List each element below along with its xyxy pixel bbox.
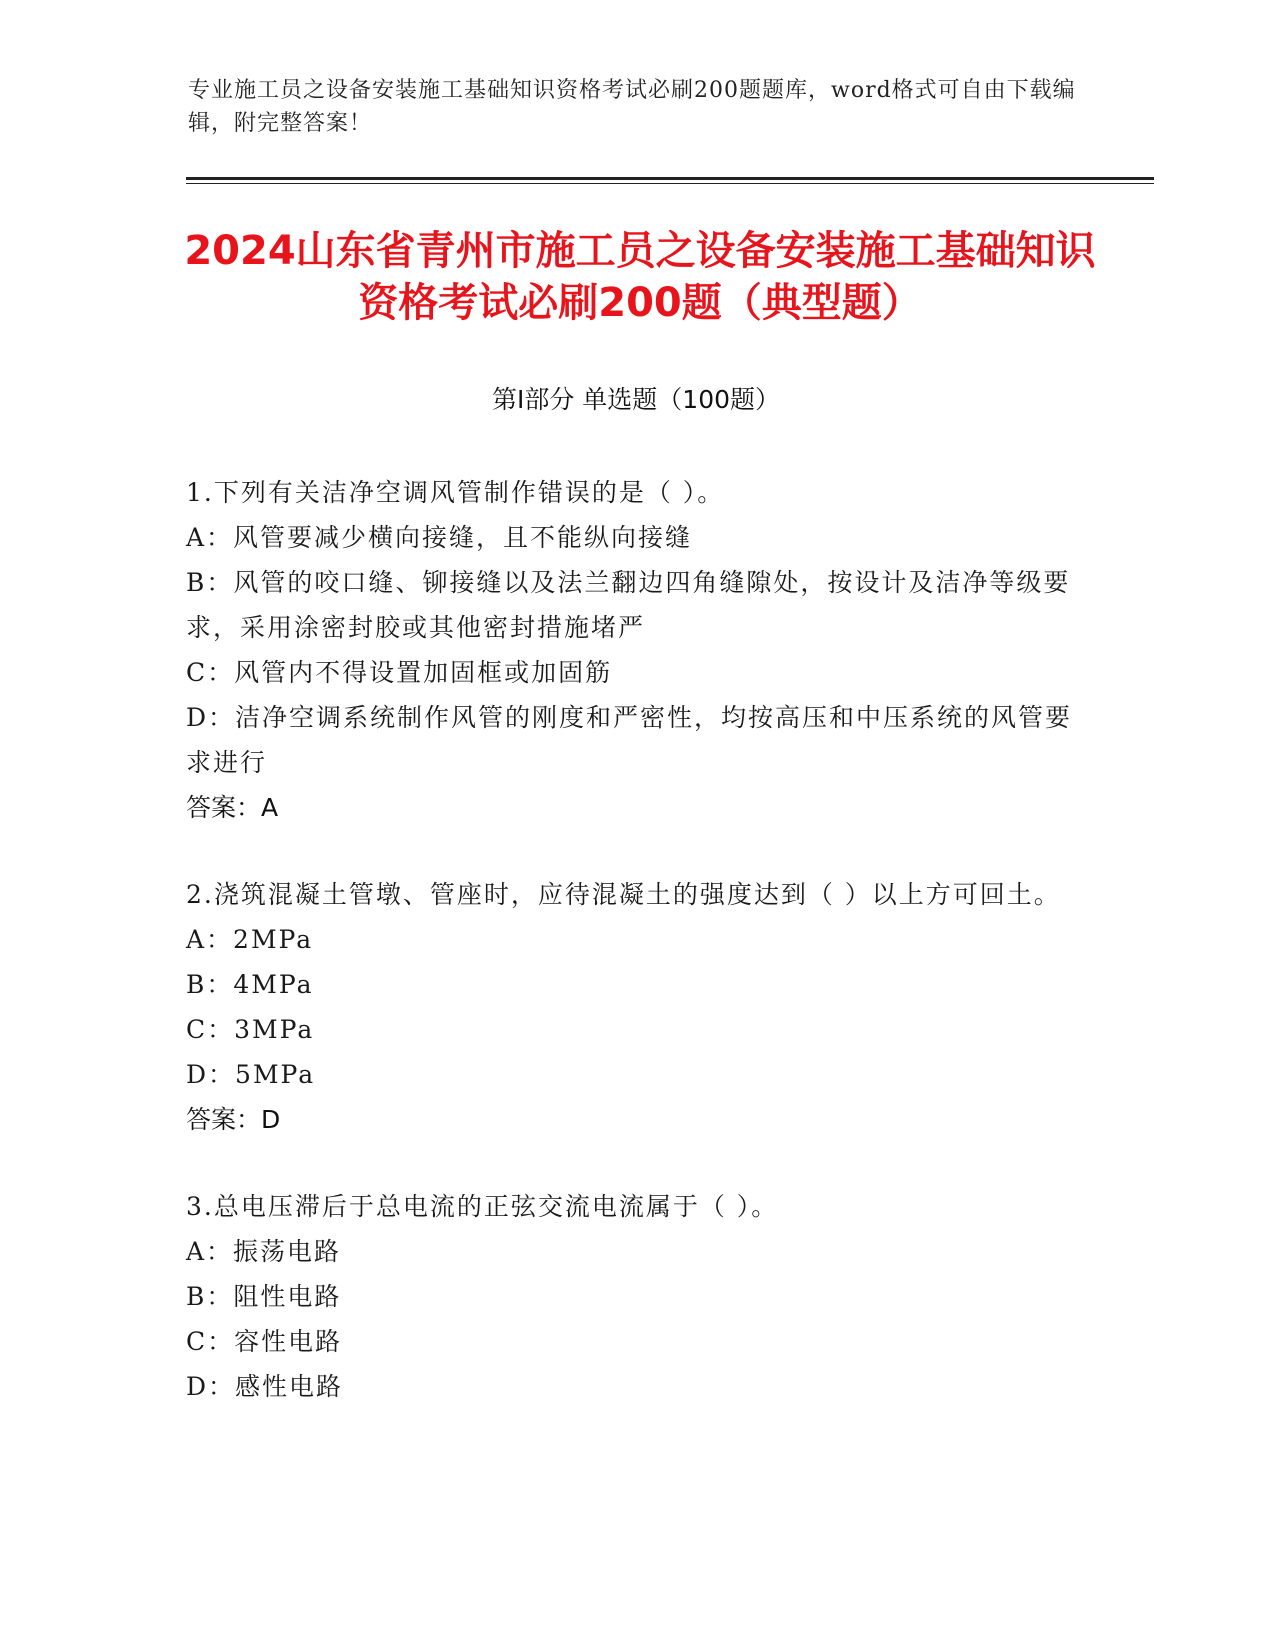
option-d: D：5MPa	[186, 1060, 316, 1089]
question-text: 3.总电压滞后于总电流的正弦交流电流属于（ ）。	[186, 1192, 779, 1221]
question-text: 1.下列有关洁净空调风管制作错误的是（ ）。	[186, 478, 725, 507]
option-a: A：2MPa	[186, 925, 314, 954]
option-c: C：容性电路	[186, 1327, 343, 1356]
answer-text: 答案：A	[186, 793, 279, 822]
option-d: D：感性电路	[186, 1372, 344, 1401]
header-rule-thick	[186, 177, 1154, 180]
option-a: A：风管要减少横向接缝，且不能纵向接缝	[186, 523, 693, 552]
option-b: B：4MPa	[186, 970, 314, 999]
header-note: 专业施工员之设备安装施工基础知识资格考试必刷200题题库，word格式可自由下载编辑，附完整答案！	[188, 78, 1076, 136]
section-heading: 第Ⅰ部分 单选题（100题）	[491, 385, 781, 414]
question-item	[186, 1184, 1076, 1409]
option-d: D：洁净空调系统制作风管的刚度和严密性，均按高压和中压系统的风管要求进行	[186, 703, 1073, 777]
document-title: 2024山东省青州市施工员之设备安装施工基础知识资格考试必刷200题（典型题）	[184, 228, 1096, 326]
answer-text: 答案：D	[186, 1105, 281, 1134]
question-item	[186, 470, 1076, 830]
option-c: C：风管内不得设置加固框或加固筋	[186, 658, 613, 687]
option-b: B：风管的咬口缝、铆接缝以及法兰翻边四角缝隙处，按设计及洁净等级要求，采用涂密封胶或其他密封措施堵严	[186, 568, 1071, 642]
header-rule-thin	[186, 183, 1154, 184]
question-list	[186, 470, 1076, 1451]
question-text: 2.浇筑混凝土管墩、管座时，应待混凝土的强度达到（ ）以上方可回土。	[186, 880, 1061, 909]
question-item	[186, 872, 1076, 1142]
option-b: B：阻性电路	[186, 1282, 342, 1311]
option-a: A：振荡电路	[186, 1237, 342, 1266]
option-c: C：3MPa	[186, 1015, 315, 1044]
